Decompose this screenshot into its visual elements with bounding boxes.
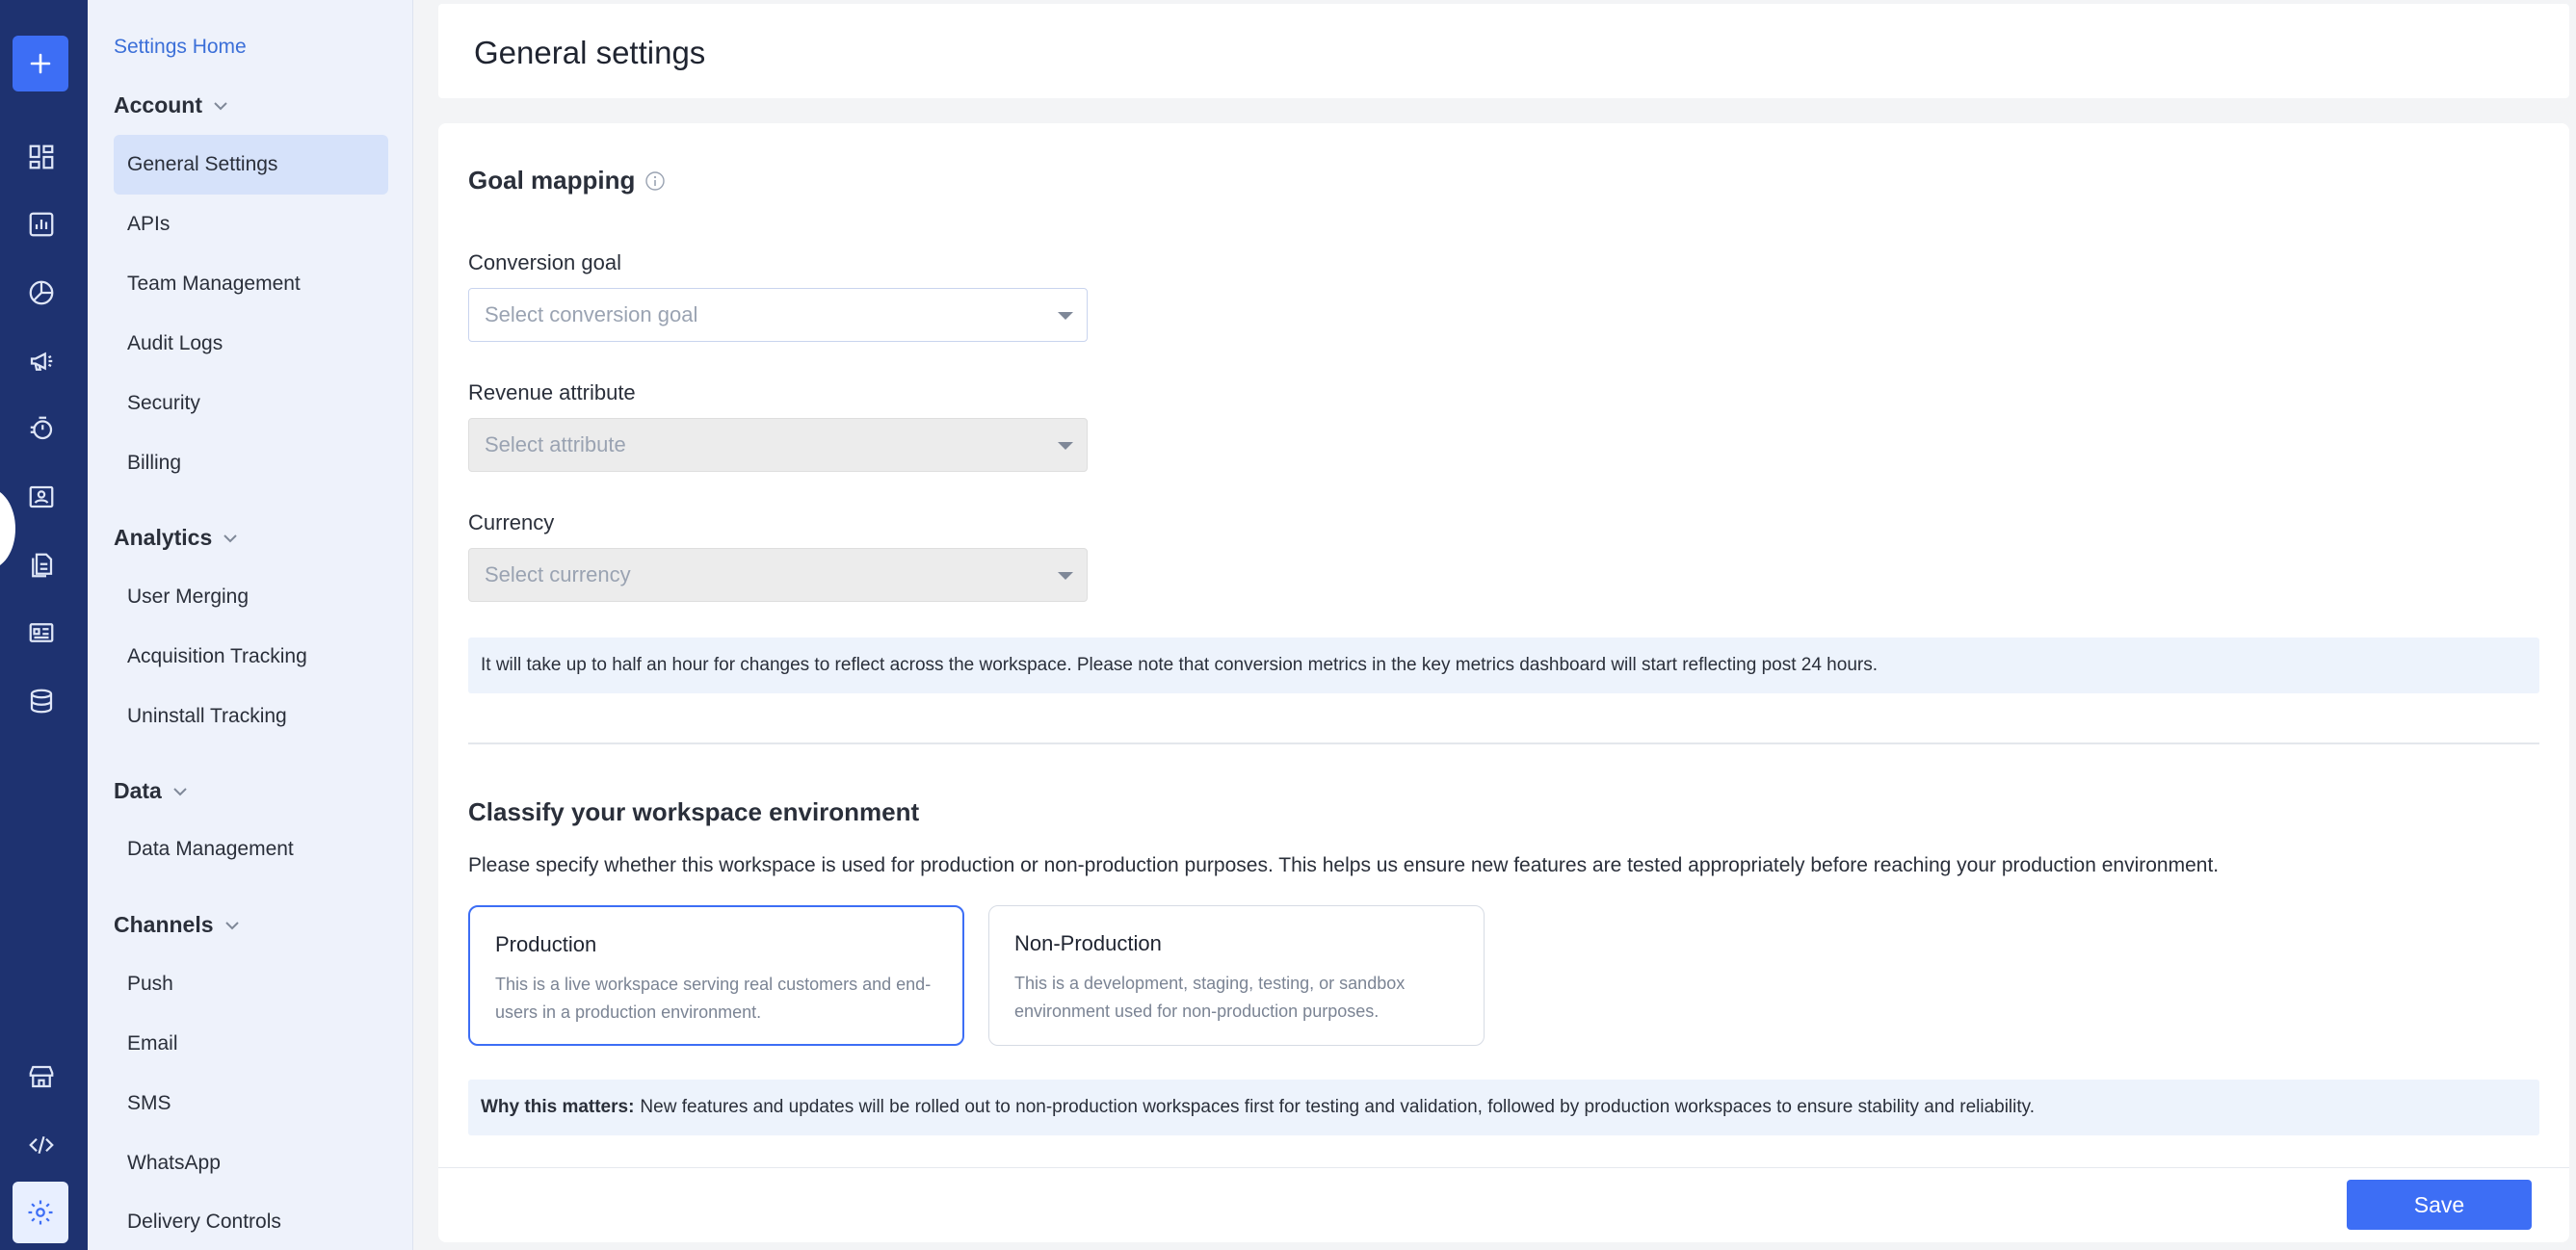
why-label: Why this matters: [481, 1097, 635, 1117]
goal-mapping-note: It will take up to half an hour for changes to reflect across the workspace. Please note that conversion metrics in the key metrics dashboard will start reflecting post 24 hours. [468, 638, 2539, 693]
section-analytics-label: Analytics [114, 525, 213, 550]
sidebar-item-user-merging[interactable]: User Merging [127, 586, 250, 608]
icon-rail [0, 0, 88, 1250]
caret-down-icon [1058, 442, 1073, 450]
currency-label: Currency [468, 510, 555, 534]
save-button[interactable]: Save [2347, 1180, 2532, 1230]
plus-icon[interactable] [13, 36, 68, 91]
sidebar-item-acquisition-tracking[interactable]: Acquisition Tracking [127, 645, 307, 667]
list-card-icon[interactable] [23, 614, 60, 651]
documents-icon[interactable] [23, 547, 60, 584]
goal-mapping-title [468, 166, 666, 195]
environment-description: Please specify whether this workspace is used for production or non-production purposes. This helps us ensure new features are tested appropriately before reaching your production environment. [468, 854, 2220, 876]
page-title: General settings [474, 35, 706, 70]
pie-chart-icon[interactable] [23, 274, 60, 311]
why-this-matters-note [468, 1080, 2539, 1135]
sidebar-item-delivery-controls[interactable]: Delivery Controls [127, 1211, 281, 1233]
caret-down-icon [1058, 572, 1073, 580]
sidebar-item-billing[interactable]: Billing [127, 452, 182, 474]
env-option-text: This is a development, staging, testing, or sandbox environment used for non-production purposes. [1014, 974, 1406, 1021]
conversion-goal-placeholder: Select conversion goal [485, 302, 698, 326]
dashboard-icon[interactable] [23, 139, 60, 175]
section-analytics[interactable] [114, 525, 239, 551]
megaphone-icon[interactable] [23, 343, 60, 379]
section-account-label: Account [114, 92, 202, 117]
sidebar-item-general-settings[interactable]: General Settings [114, 135, 388, 195]
revenue-attribute-select [468, 418, 1088, 472]
sidebar-item-audit-logs[interactable]: Audit Logs [127, 332, 223, 354]
section-channels[interactable] [114, 912, 241, 938]
env-option-text: This is a live workspace serving real customers and end-users in a production environment. [495, 975, 932, 1022]
chevron-down-icon [171, 783, 189, 800]
info-icon[interactable] [644, 170, 666, 192]
currency-placeholder: Select currency [485, 562, 631, 586]
section-account[interactable] [114, 92, 229, 118]
section-data-label: Data [114, 778, 162, 803]
environment-title: Classify your workspace environment [468, 797, 920, 826]
code-icon[interactable] [23, 1127, 60, 1163]
sidebar-item-security[interactable]: Security [127, 392, 200, 414]
sidebar-item-whatsapp[interactable]: WhatsApp [127, 1152, 221, 1174]
revenue-attribute-placeholder: Select attribute [485, 432, 626, 456]
section-data[interactable] [114, 778, 189, 804]
footer-divider [438, 1167, 2569, 1168]
bar-chart-icon[interactable] [23, 206, 60, 243]
rail-collapse-handle[interactable] [0, 488, 15, 569]
goal-mapping-title-text: Goal mapping [468, 166, 636, 195]
database-icon[interactable] [23, 683, 60, 719]
user-card-icon[interactable] [23, 479, 60, 515]
env-option-title: Production [495, 932, 597, 956]
section-divider [468, 742, 2539, 744]
sidebar-item-data-management[interactable]: Data Management [127, 838, 294, 860]
sidebar-item-uninstall-tracking[interactable]: Uninstall Tracking [127, 705, 287, 727]
page-header [438, 4, 2569, 98]
sidebar-item-team-management[interactable]: Team Management [127, 273, 301, 295]
settings-home-link[interactable]: Settings Home [114, 36, 247, 58]
sidebar-item-sms[interactable]: SMS [127, 1092, 171, 1114]
sidebar-item-push[interactable]: Push [127, 973, 173, 995]
conversion-goal-select[interactable] [468, 288, 1088, 342]
chevron-down-icon [212, 97, 229, 115]
revenue-attribute-label: Revenue attribute [468, 380, 636, 404]
conversion-goal-label: Conversion goal [468, 250, 621, 274]
sidebar-item-email[interactable]: Email [127, 1032, 178, 1055]
settings-card [438, 123, 2569, 1242]
currency-select [468, 548, 1088, 602]
env-option-production[interactable] [468, 905, 964, 1046]
gear-icon[interactable] [13, 1182, 68, 1243]
stopwatch-icon[interactable] [23, 410, 60, 447]
store-icon[interactable] [23, 1058, 60, 1095]
chevron-down-icon [222, 530, 239, 547]
caret-down-icon [1058, 312, 1073, 320]
chevron-down-icon [223, 917, 241, 934]
settings-sidebar [88, 0, 413, 1250]
sidebar-item-apis[interactable]: APIs [127, 213, 171, 235]
section-channels-label: Channels [114, 912, 214, 937]
why-text: New features and updates will be rolled out to non-production workspaces first for testing and validation, followed by production workspaces to ensure stability and reliability. [640, 1097, 2036, 1117]
env-option-non-production[interactable] [988, 905, 1485, 1046]
env-option-title: Non-Production [1014, 931, 1162, 955]
